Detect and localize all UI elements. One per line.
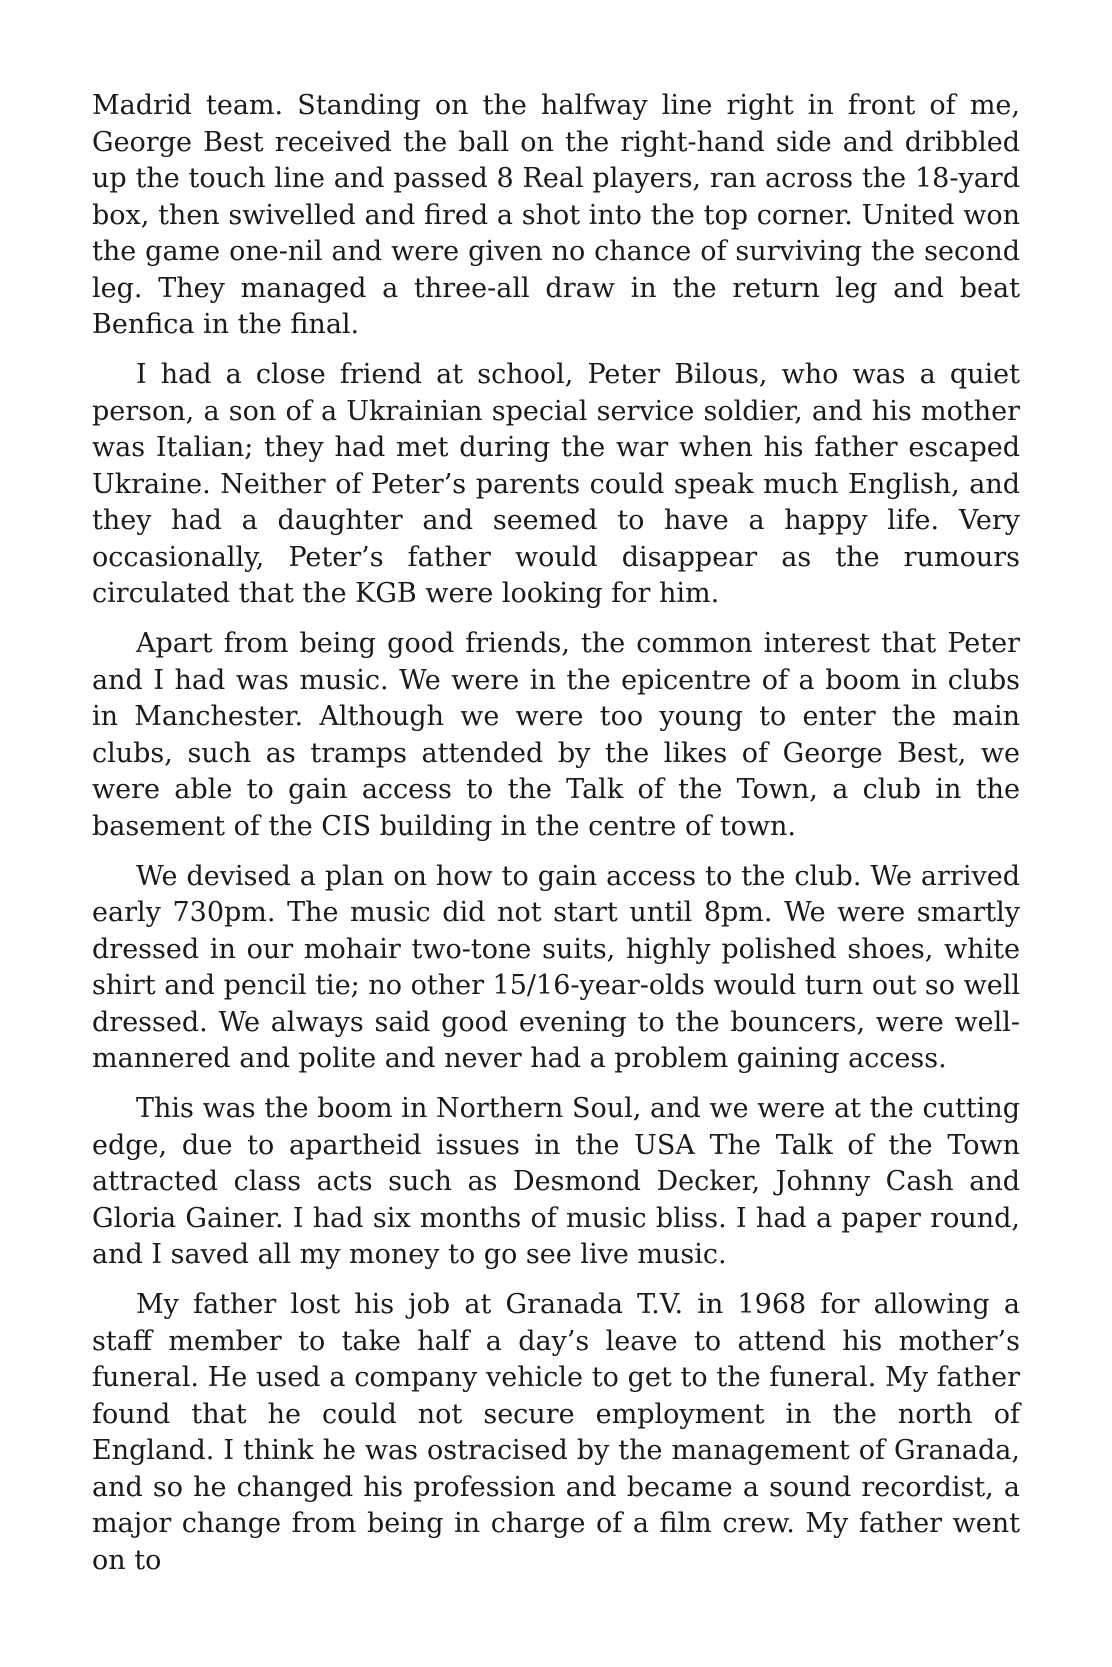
paragraph-5: This was the boom in Northern Soul, and we were at the cutting edge, due to apartheid issues in the USA The Talk of the Town attracted class acts such as Desmond Decker, Johnny Cash and Gloria Gainer. I had six months of music bliss. I had a paper round, and I saved all my money to go see live music. (92, 1093, 1020, 1270)
paragraph-1: Madrid team. Standing on the halfway line right in front of me, George Best received the ball on the right-hand side and dribbled up the touch line and passed 8 Real players, ran across the 18-yard box, then swivelled and fired a shot into the top corner. United won the game one-nil and were given no chance of surviving the second leg. They managed a three-all draw in the return leg and beat Benfica in the final. (92, 90, 1020, 340)
book-page-text (92, 88, 1020, 1593)
paragraph-2: I had a close friend at school, Peter Bilous, who was a quiet person, a son of a Ukrainian special service soldier, and his mother was Italian; they had met during the war when his father escaped Ukraine. Neither of Peter’s parents could speak much English, and they had a daughter and seemed to have a happy life. Very occasionally, Peter’s father would disappear as the rumours circulated that the KGB were looking for him. (92, 359, 1020, 609)
paragraph-4: We devised a plan on how to gain access to the club. We arrived early 730pm. The music did not start until 8pm. We were smartly dressed in our mohair two-tone suits, highly polished shoes, white shirt and pencil tie; no other 15/16-year-olds would turn out so well dressed. We always said good evening to the bouncers, were well-mannered and polite and never had a problem gaining access. (92, 860, 1020, 1074)
paragraph-3: Apart from being good friends, the common interest that Peter and I had was music. We were in the epicentre of a boom in clubs in Manchester. Although we were too young to enter the main clubs, such as tramps attended by the likes of George Best, we were able to gain access to the Talk of the Town, a club in the basement of the CIS building in the centre of town. (92, 628, 1020, 842)
paragraph-6: My father lost his job at Granada T.V. in 1968 for allowing a staff member to take half a day’s leave to attend his mother’s funeral. He used a company vehicle to get to the funeral. My father found that he could not secure employment in the north of England. I think he was ostracised by the management of Granada, and so he changed his profession and became a sound recordist, a major change from being in charge of a film crew. My father went on to (92, 1289, 1020, 1576)
